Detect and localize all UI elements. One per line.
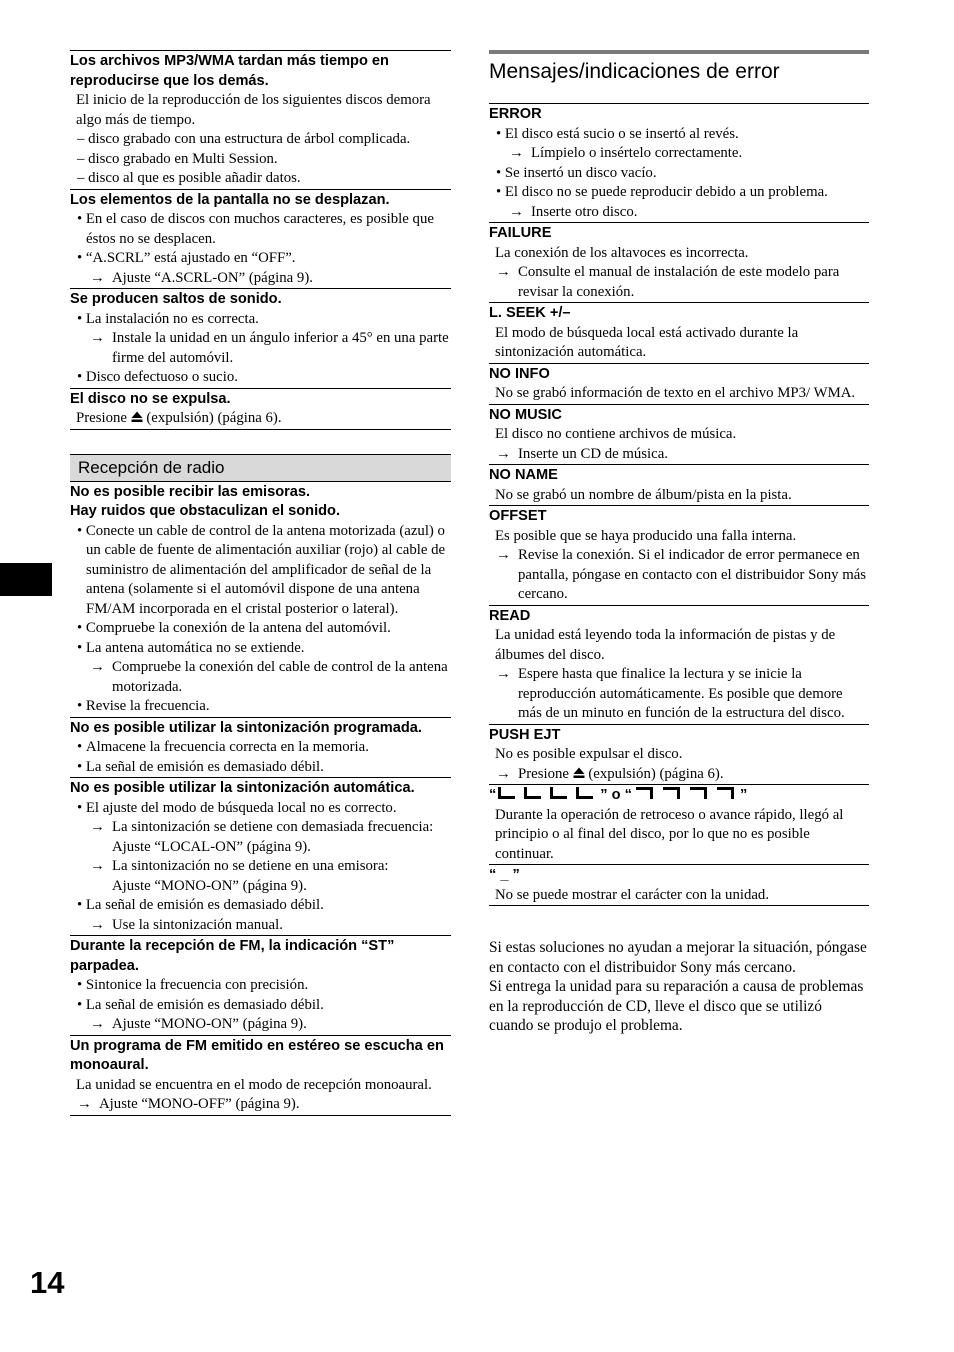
entry-arrow-item: → La sintonización se detiene con demasiada frecuencia: bbox=[70, 818, 451, 838]
left-column bbox=[70, 50, 451, 1116]
msg-text: El disco no contiene archivos de música. bbox=[495, 426, 737, 442]
trouble-entry-sound-skips bbox=[70, 288, 451, 388]
msg-text-part: (expulsión) (página 6). bbox=[588, 765, 724, 782]
msg-heading: OFFSET bbox=[489, 508, 547, 524]
msg-heading: NO INFO bbox=[489, 365, 550, 382]
msg-noname bbox=[489, 464, 869, 505]
entry-dash-item: – disco al que es posible añadir datos. bbox=[70, 169, 451, 189]
entry-bullet: • El ajuste del modo de búsqueda local no es correcto. bbox=[70, 799, 451, 819]
msg-text: Durante la operación de retroceso o avance rápido, llegó al principio o al final del disco, por lo que no es posible continuar. bbox=[495, 806, 844, 862]
segment-bottom-display-icon bbox=[496, 786, 600, 800]
entry-text bbox=[70, 409, 451, 429]
entry-bullet: • Sintonice la frecuencia con precisión. bbox=[70, 976, 451, 996]
msg-arrow-item: → Consulte el manual de instalación de este modelo para revisar la conexión. bbox=[489, 263, 869, 302]
msg-offset bbox=[489, 505, 869, 605]
entry-arrow-item: → Ajuste “MONO-ON” (página 9). bbox=[70, 1015, 451, 1035]
entry-bullet: • “A.SCRL” está ajustado en “OFF”. bbox=[70, 249, 451, 269]
entry-arrow-item: → Use la sintonización manual. bbox=[70, 916, 451, 936]
section-title-radio: Recepción de radio bbox=[70, 454, 451, 482]
msg-arrow-item: → Inserte otro disco. bbox=[489, 203, 869, 223]
entry-bullet: • La instalación no es correcta. bbox=[70, 310, 451, 330]
closing-note bbox=[489, 938, 869, 1036]
entry-heading: Los elementos de la pantalla no se desplazan. bbox=[70, 191, 390, 208]
msg-arrow-item bbox=[489, 765, 869, 785]
msg-text: No se puede mostrar el carácter con la unidad. bbox=[495, 886, 770, 903]
entry-bullet: • La señal de emisión es demasiado débil. bbox=[70, 896, 451, 916]
close-quote: ” bbox=[739, 787, 748, 803]
right-column bbox=[489, 50, 869, 1036]
entry-continuation: Ajuste “MONO-ON” (página 9). bbox=[112, 877, 307, 894]
msg-noinfo bbox=[489, 363, 869, 404]
msg-text: La conexión de los altavoces es incorrecta. bbox=[495, 244, 749, 261]
entry-heading: Un programa de FM emitido en estéreo se escucha en monoaural. bbox=[70, 1037, 444, 1073]
entry-text: La unidad se encuentra en el modo de recepción monoaural. bbox=[76, 1076, 432, 1093]
entry-dash-item: – disco grabado en Multi Session. bbox=[70, 150, 451, 170]
trouble-entry-mono bbox=[70, 1035, 451, 1116]
entry-heading: Durante la recepción de FM, la indicación “ST” parpadea. bbox=[70, 938, 395, 974]
msg-heading bbox=[489, 785, 869, 806]
open-quote: “ bbox=[489, 787, 497, 803]
trouble-entry-preset bbox=[70, 717, 451, 778]
page-number: 14 bbox=[30, 1265, 65, 1300]
entry-heading: No es posible utilizar la sintonización programada. bbox=[70, 719, 422, 736]
entry-dash-item: – disco grabado con una estructura de árbol complicada. bbox=[70, 130, 451, 150]
entry-heading: No es posible recibir las emisoras. bbox=[70, 483, 311, 500]
msg-bullet: • El disco no se puede reproducir debido a un problema. bbox=[489, 183, 869, 203]
entry-text: El inicio de la reproducción de los siguientes discos demora algo más de tiempo. bbox=[76, 92, 431, 128]
msg-text: No es posible expulsar el disco. bbox=[495, 746, 683, 762]
msg-failure bbox=[489, 222, 869, 302]
entry-heading: Los archivos MP3/WMA tardan más tiempo en reproducirse que los demás. bbox=[70, 53, 389, 89]
msg-read bbox=[489, 605, 869, 724]
msg-text: No se grabó un nombre de álbum/pista en la pista. bbox=[495, 486, 792, 503]
entry-bullet: • Almacene la frecuencia correcta en la memoria. bbox=[70, 738, 451, 758]
msg-text: El modo de búsqueda local está activado durante la sintonización automática. bbox=[495, 324, 799, 360]
closing-paragraph: Si entrega la unidad para su reparación a causa de problemas en la reproducción de CD, lleve el disco que se utilizó cuando se produjo el problema. bbox=[489, 978, 864, 1034]
entry-bullet: • Conecte un cable de control de la antena motorizada (azul) o un cable de fuente de alimentación auxiliar (rojo) al cable de suministro de alimentación del amplificador de señal de la antena (solamente si el automóvil dispone de una antena FM/AM incorporada en el cristal posterior o lateral). bbox=[70, 522, 451, 620]
trouble-entry-st-blinks bbox=[70, 935, 451, 1035]
trouble-entry-no-reception bbox=[70, 482, 451, 717]
msg-heading: FAILURE bbox=[489, 225, 552, 241]
msg-text-part: Presione bbox=[518, 765, 569, 782]
msg-text: Es posible que se haya producido una falla interna. bbox=[495, 527, 797, 544]
msg-pushejt bbox=[489, 724, 869, 785]
entry-arrow-item: → Ajuste “MONO-OFF” (página 9). bbox=[70, 1095, 451, 1115]
trouble-entry-auto-tuning bbox=[70, 777, 451, 935]
trouble-entry-mp3-slow bbox=[70, 50, 451, 189]
msg-bullet: • El disco está sucio o se insertó al revés. bbox=[489, 125, 869, 145]
msg-heading: PUSH EJT bbox=[489, 726, 561, 743]
entry-bullet: • La señal de emisión es demasiado débil. bbox=[70, 996, 451, 1016]
entry-bullet: • Compruebe la conexión de la antena del automóvil. bbox=[70, 619, 451, 639]
msg-unknown-char bbox=[489, 864, 869, 906]
entry-heading: No es posible utilizar la sintonización automática. bbox=[70, 780, 415, 796]
entry-text-part: Presione bbox=[76, 410, 127, 426]
entry-bullet: • La señal de emisión es demasiado débil. bbox=[70, 758, 451, 778]
msg-heading: READ bbox=[489, 607, 531, 624]
msg-heading: “ _ ” bbox=[489, 867, 520, 883]
msg-arrow-item: → Límpielo o insértelo correctamente. bbox=[489, 144, 869, 164]
msg-lseek bbox=[489, 302, 869, 363]
segment-top-display-icon bbox=[632, 786, 740, 800]
or-text: o bbox=[611, 787, 621, 803]
msg-segments bbox=[489, 784, 869, 864]
entry-arrow-item: → La sintonización no se detiene en una emisora: bbox=[70, 857, 451, 877]
msg-arrow-item: → Espere hasta que finalice la lectura y se inicie la reproducción automáticamente. Es posible que demore más de un minuto en función de la estructura del disco. bbox=[489, 665, 869, 724]
msg-heading: NO MUSIC bbox=[489, 406, 562, 423]
trouble-entry-no-scroll bbox=[70, 189, 451, 289]
msg-arrow-item: → Revise la conexión. Si el indicador de error permanece en pantalla, póngase en contacto con el distribuidor Sony más cercano. bbox=[489, 546, 869, 605]
msg-text: La unidad está leyendo toda la información de pistas y de álbumes del disco. bbox=[495, 627, 836, 663]
entry-bullet: • La antena automática no se extiende. bbox=[70, 639, 451, 659]
msg-heading: ERROR bbox=[489, 106, 542, 122]
entry-text-part: (expulsión) (página 6). bbox=[146, 410, 282, 426]
entry-continuation: Ajuste “LOCAL-ON” (página 9). bbox=[112, 838, 311, 855]
entry-arrow-item: → Ajuste “A.SCRL-ON” (página 9). bbox=[70, 269, 451, 289]
entry-heading: Se producen saltos de sonido. bbox=[70, 291, 282, 307]
entry-arrow-item: → Instale la unidad en un ángulo inferior a 45° en una parte firme del automóvil. bbox=[70, 329, 451, 368]
eject-icon bbox=[573, 767, 585, 779]
open-quote: “ bbox=[624, 787, 632, 803]
entry-arrow-item: → Compruebe la conexión del cable de control de la antena motorizada. bbox=[70, 658, 451, 697]
msg-text: No se grabó información de texto en el archivo MP3/ WMA. bbox=[495, 385, 856, 401]
closing-paragraph: Si estas soluciones no ayudan a mejorar la situación, póngase en contacto con el distribuidor Sony más cercano. bbox=[489, 939, 867, 976]
page-title: Mensajes/indicaciones de error bbox=[489, 60, 780, 83]
trouble-entry-no-eject bbox=[70, 388, 451, 430]
section-tab-marker bbox=[0, 563, 52, 596]
entry-heading: El disco no se expulsa. bbox=[70, 390, 231, 407]
msg-nomusic bbox=[489, 404, 869, 465]
entry-bullet: • En el caso de discos con muchos caracteres, es posible que éstos no se desplacen. bbox=[70, 210, 451, 249]
msg-error bbox=[489, 103, 869, 222]
msg-arrow-item: → Inserte un CD de música. bbox=[489, 445, 869, 465]
msg-heading: L. SEEK +/– bbox=[489, 305, 571, 321]
entry-heading: Hay ruidos que obstaculizan el sonido. bbox=[70, 503, 341, 519]
entry-bullet: • Revise la frecuencia. bbox=[70, 697, 451, 717]
msg-heading: NO NAME bbox=[489, 467, 558, 483]
entry-bullet: • Disco defectuoso o sucio. bbox=[70, 368, 451, 388]
close-quote: ” bbox=[600, 787, 608, 803]
eject-icon bbox=[131, 411, 143, 423]
msg-bullet: • Se insertó un disco vacío. bbox=[489, 164, 869, 184]
